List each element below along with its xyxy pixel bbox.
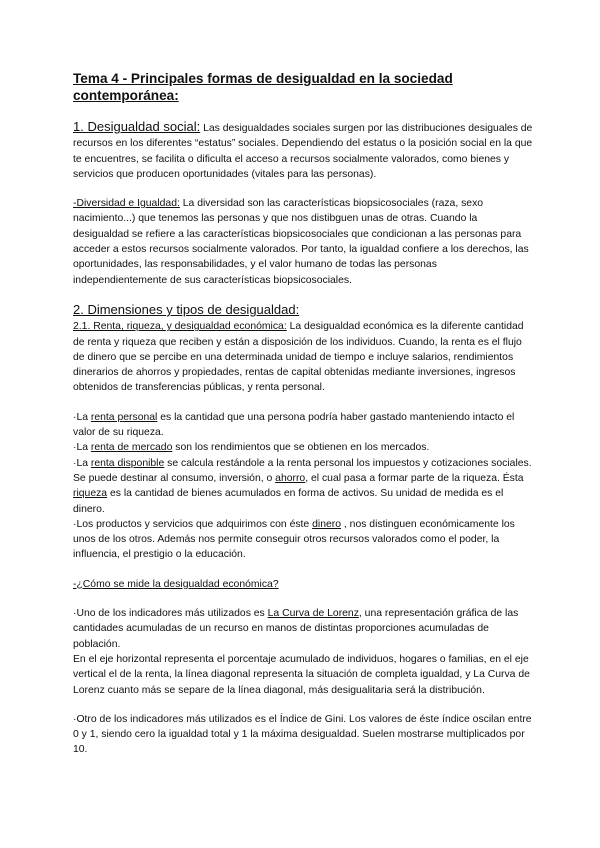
- lorenz-paragraph: [73, 606, 533, 652]
- subsection-2-1-label: 2.1. Renta, riqueza, y desigualdad económica:: [73, 321, 287, 333]
- gini-text: ·Otro de los indicadores más utilizados es el Índice de Gini. Los valores de éste índice oscilan entre 0 y 1, siendo cero la igualdad total y 1 la máxima desigualdad. Suelen mostrarse multiplicados por 10.: [73, 713, 532, 756]
- bullet-text: son los rendimientos que se obtienen en los mercados.: [172, 442, 430, 454]
- bullet-text: es la cantidad que una persona podría haber gastado manteniendo intacto el valor de su riqueza.: [73, 411, 515, 439]
- bullet-renta-mercado: [73, 440, 533, 455]
- section-1-paragraph: [73, 119, 533, 182]
- bullet-prefix: ·La: [73, 457, 91, 469]
- bullet-prefix: ·Los productos y servicios que adquirimos con éste: [73, 518, 313, 530]
- lorenz-prefix: ·Uno de los indicadores más utilizados es: [73, 608, 268, 620]
- measurement-heading-text: -¿Cómo se mide la desigualdad económica?: [73, 578, 279, 590]
- term-riqueza: riqueza: [73, 488, 108, 500]
- term-renta-mercado: renta de mercado: [90, 442, 173, 454]
- bullet-dinero: [73, 517, 533, 563]
- term-renta-disponible: renta disponible: [90, 457, 165, 469]
- term-lorenz-curve: La Curva de Lorenz: [267, 608, 359, 620]
- section-1-text: Las desigualdades sociales surgen por las distribuciones desiguales de recursos en los diferentes “estatus” sociales. Dependiendo del estatus o la posición social en la que te encuentres, se facilita o dificulta el acceso a recursos socialmente valorados, como bienes y servicios que producen oportunidades (vitales para las personas).: [73, 123, 533, 180]
- title-line-2: contemporánea:: [73, 88, 179, 103]
- lorenz-text: , una representación gráfica de las cantidades acumuladas de un recurso en manos de distintas proporciones acumuladas de población.: [73, 608, 519, 650]
- term-dinero: dinero: [312, 518, 341, 530]
- gini-paragraph: [73, 712, 533, 758]
- bullet-text: , nos distinguen económicamente los unos de los otros. Además nos permite conseguir otros recursos valorados como el poder, la influencia, el prestigio o la educación.: [73, 518, 515, 561]
- document-title: [73, 70, 533, 104]
- diversity-text: La diversidad son las características biopsicosociales (raza, sexo nacimiento...) que tenemos las personas y que nos distibguen unas de otras. Cuando la desigualdad se refiere a las características biopsicosociales que condicionan a las personas para acceder a estos recursos socialmente valorados. Por tanto, la igualdad confiere a los derechos, las oportunidades, las responsabilidades, y el valor humano de todas las personas independientemente de sus características biopsicosociales.: [73, 198, 529, 286]
- subsection-2-1-text: La desigualdad económica es la diferente cantidad de renta y riqueza que reciben y están a disposición de los individuos. Cuando, la renta es el flujo de dinero que se percibe en una determinada unidad de tiempo e incluye salarios, rendimientos dinerarios de ahorros y propiedades, rentas de capital obtenidas mediante inversiones, ingresos obtenidos de transferencias públicas, y renta personal.: [73, 321, 524, 394]
- bullet-text-part-1: se calcula restándole a la renta personal los impuestos y cotizaciones sociales. Se puede destinar al consumo, inversión, o: [73, 457, 532, 484]
- section-2-heading: 2. Dimensiones y tipos de desigualdad:: [73, 301, 300, 317]
- term-renta-personal: renta personal: [90, 411, 158, 423]
- diversity-label: -Diversidad e Igualdad:: [73, 198, 180, 210]
- title-line-1: Tema 4 - Principales formas de desigualdad en la sociedad: [73, 71, 453, 86]
- lorenz-axes-paragraph: [73, 652, 533, 698]
- lorenz-axes-text: En el eje horizontal representa el porcentaje acumulado de individuos, hogares o familias, en el eje vertical el de la renta, la línea diagonal representa la situación de completa igualdad, y La Curva de Lorenz cuanto más se separe de la línea diagonal, más desigualitaria será la distribución.: [73, 653, 530, 696]
- section-2-heading-line: [73, 302, 533, 319]
- bullet-text-part-3: es la cantidad de bienes acumulados en forma de activos. Su unidad de medida es el dinero.: [73, 488, 504, 515]
- bullet-prefix: ·La: [73, 442, 91, 454]
- section-1-heading: 1. Desigualdad social:: [73, 119, 201, 134]
- bullet-text-part-2: , el cual pasa a formar parte de la riqueza. Ésta: [305, 472, 524, 484]
- bullet-renta-disponible: [73, 456, 533, 517]
- measurement-heading: [73, 577, 533, 592]
- term-ahorro: ahorro: [275, 472, 306, 484]
- subsection-2-1-paragraph: [73, 319, 533, 395]
- bullet-prefix: ·La: [73, 411, 91, 423]
- document-page: [73, 70, 533, 758]
- bullet-renta-personal: [73, 410, 533, 441]
- diversity-paragraph: [73, 196, 533, 288]
